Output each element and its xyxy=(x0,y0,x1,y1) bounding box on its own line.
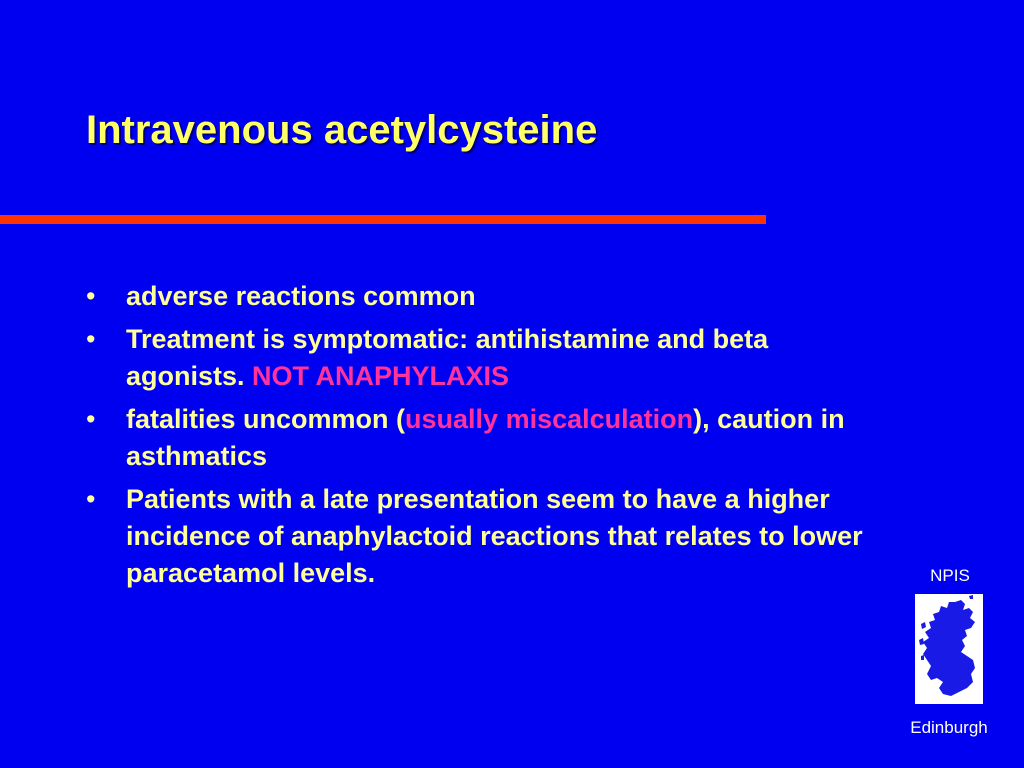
bullet-list xyxy=(86,278,886,598)
bullet-highlight: usually miscalculation xyxy=(405,404,694,434)
title-underline-rule xyxy=(0,215,766,224)
edinburgh-label: Edinburgh xyxy=(910,718,988,737)
bullet-highlight: NOT ANAPHYLAXIS xyxy=(252,361,510,391)
bullet-text: Patients with a late presentation seem to have a higher incidence of anaphylactoid reactions that relates to lower paracetamol levels. xyxy=(126,484,863,588)
scotland-map-icon xyxy=(915,594,983,704)
npis-label: NPIS xyxy=(930,566,970,585)
bullet-item xyxy=(86,321,886,395)
bullet-glyph: • xyxy=(86,324,96,354)
bullet-item xyxy=(86,278,886,315)
bullet-glyph: • xyxy=(86,404,96,434)
bullet-glyph: • xyxy=(86,484,96,514)
bullet-item xyxy=(86,481,886,592)
bullet-glyph: • xyxy=(86,281,96,311)
bullet-text-after: ), caution in asthmatics xyxy=(126,404,845,471)
slide-title: Intravenous acetylcysteine xyxy=(86,108,598,152)
bullet-text: Treatment is symptomatic: antihistamine and beta agonists. xyxy=(126,324,769,391)
bullet-text: adverse reactions common xyxy=(126,281,476,311)
bullet-text: fatalities uncommon ( xyxy=(126,404,406,434)
bullet-item xyxy=(86,401,886,475)
logo-map-box xyxy=(915,594,983,704)
